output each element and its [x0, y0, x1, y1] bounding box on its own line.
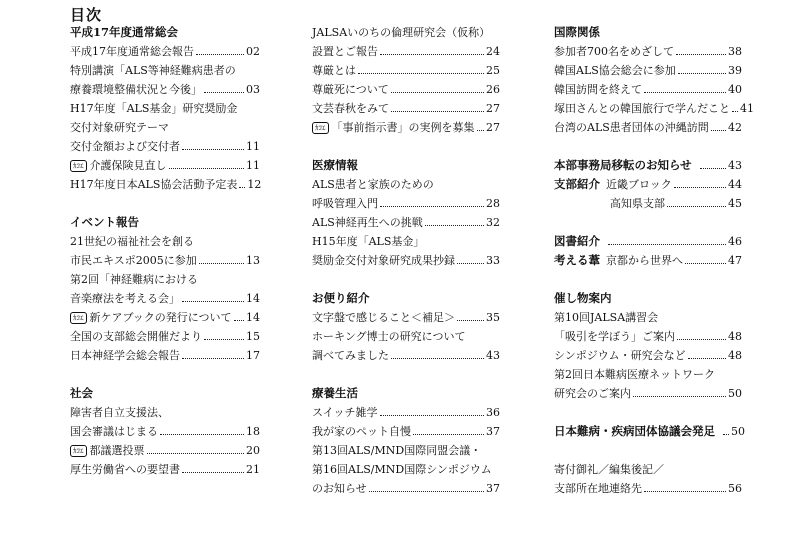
voice-badge: ｶｺｴ — [70, 445, 87, 457]
entry-text: 第16回ALS/MND国際シンポジウム — [312, 463, 492, 476]
dot-leader — [380, 415, 484, 416]
dot-leader — [380, 206, 484, 207]
entry-text: スイッチ雑学 — [312, 406, 378, 419]
section-title: イベント報告 — [70, 215, 139, 229]
entry-title — [70, 270, 198, 289]
page-number: 11 — [246, 159, 260, 172]
page-number: 43 — [486, 349, 500, 362]
entry-text: 寄付御礼／編集後記／ — [554, 463, 664, 476]
entry-text: H15年度「ALS基金」 — [312, 235, 425, 248]
page-number: 44 — [728, 178, 742, 191]
dot-leader — [644, 92, 726, 93]
entry-title — [312, 403, 378, 422]
entry-text: 全国の支部総会開催だより — [70, 330, 202, 343]
dot-leader — [477, 130, 485, 131]
toc-entry[interactable] — [554, 460, 742, 479]
entry-title — [70, 422, 158, 441]
dot-leader — [685, 263, 726, 264]
toc-entry[interactable] — [70, 61, 260, 80]
dot-leader — [608, 244, 726, 245]
entry-text: 第13回ALS/MND国際同盟会議・ — [312, 444, 482, 457]
page-number: 48 — [728, 349, 742, 362]
toc-entry[interactable] — [70, 289, 260, 308]
page-number: 43 — [728, 159, 742, 172]
entry-text: 療養環境整備状況と今後」 — [70, 83, 202, 96]
toc-section — [312, 156, 500, 270]
toc-entry[interactable] — [554, 118, 742, 137]
toc-entry[interactable] — [312, 422, 500, 441]
toc-column-2 — [312, 23, 500, 517]
toc-section — [70, 23, 260, 194]
entry-text: ALS患者と家族のための — [312, 178, 434, 191]
dot-leader — [204, 339, 244, 340]
page-number: 18 — [246, 425, 260, 438]
entry-title — [70, 327, 202, 346]
toc-entry[interactable] — [312, 175, 500, 194]
toc-entry[interactable] — [554, 61, 742, 80]
entry-title — [554, 42, 674, 61]
toc-entry[interactable] — [554, 194, 742, 213]
page-number: 37 — [486, 425, 500, 438]
entry-title — [70, 42, 194, 61]
dot-leader — [182, 472, 244, 473]
dot-leader — [633, 396, 726, 397]
entry-lead-label: 日本難病・疾病団体協議会発足 — [554, 424, 715, 438]
toc-entry[interactable] — [554, 308, 742, 327]
toc-entry[interactable] — [312, 251, 500, 270]
entry-title — [70, 441, 145, 460]
entry-title — [70, 61, 236, 80]
dot-leader — [160, 434, 244, 435]
dot-leader — [196, 54, 244, 55]
toc-entry[interactable] — [554, 42, 742, 61]
toc-section — [554, 289, 742, 403]
entry-text: 文芸春秋をみて — [312, 102, 389, 115]
entry-title — [312, 118, 475, 137]
entry-text: 平成17年度通常総会報告 — [70, 45, 194, 58]
dot-leader — [457, 263, 484, 264]
entry-title — [554, 365, 715, 384]
entry-text: 第2回日本難病医療ネットワーク — [554, 368, 715, 381]
toc-entry[interactable] — [554, 156, 742, 175]
toc-entry[interactable] — [70, 270, 260, 289]
entry-text: のお知らせ — [312, 482, 367, 495]
dot-leader — [678, 73, 726, 74]
page-number: 15 — [246, 330, 260, 343]
dot-leader — [644, 491, 726, 492]
entry-title — [70, 232, 194, 251]
section-title: 国際関係 — [554, 25, 600, 39]
page-number: 32 — [486, 216, 500, 229]
page-number: 25 — [486, 64, 500, 77]
toc-entry[interactable] — [312, 118, 500, 137]
entry-lead-label: 本部事務局移転のお知らせ — [554, 158, 692, 172]
entry-title — [70, 99, 237, 118]
dot-leader — [677, 339, 726, 340]
entry-text: 京都から世界へ — [606, 254, 683, 267]
toc-entry[interactable] — [70, 346, 260, 365]
page-number: 28 — [486, 197, 500, 210]
entry-title — [70, 80, 202, 99]
entry-title — [610, 194, 665, 213]
toc-entry[interactable] — [554, 327, 742, 346]
entry-text: 国会審議はじまる — [70, 425, 158, 438]
page-title: 目次 — [70, 6, 103, 24]
entry-text: 新ケアブックの発行について — [89, 311, 232, 324]
toc-entry[interactable] — [554, 99, 754, 118]
entry-text: 第2回「神経難病における — [70, 273, 198, 286]
entry-text: 奨励金交付対象研究成果抄録 — [312, 254, 455, 267]
entry-text: 高知県支部 — [610, 197, 665, 210]
toc-column-3 — [554, 23, 754, 517]
entry-lead-label: 支部紹介 — [554, 177, 600, 191]
toc-entry[interactable] — [312, 99, 500, 118]
page-number: 33 — [486, 254, 500, 267]
entry-title — [554, 308, 658, 327]
dot-leader — [169, 168, 245, 169]
page-number: 48 — [728, 330, 742, 343]
entry-text: 台湾のALS患者団体の沖縄訪問 — [554, 121, 709, 134]
entry-text: 交付対象研究テーマ — [70, 121, 169, 134]
page-number: 40 — [728, 83, 742, 96]
dot-leader — [199, 263, 244, 264]
toc-entry[interactable] — [554, 232, 742, 251]
section-title: 社会 — [70, 386, 93, 400]
toc-section — [312, 384, 500, 498]
toc-entry[interactable] — [70, 99, 260, 118]
entry-text: 交付金額および交付者 — [70, 140, 180, 153]
entry-text: H17年度日本ALS協会活動予定表 — [70, 178, 238, 191]
page-number: 36 — [486, 406, 500, 419]
entry-text: 近畿ブロック — [606, 178, 672, 191]
toc-section — [70, 384, 260, 479]
toc-entry[interactable] — [312, 441, 500, 460]
toc-entry[interactable] — [70, 460, 260, 479]
toc-entry[interactable] — [312, 403, 500, 422]
toc-entry[interactable] — [312, 327, 500, 346]
section-title: 療養生活 — [312, 386, 358, 400]
entry-lead-label: 考える葦 — [554, 253, 600, 267]
toc-entry[interactable] — [554, 175, 742, 194]
toc-entry[interactable] — [312, 194, 500, 213]
entry-title — [312, 175, 434, 194]
dot-leader — [391, 92, 484, 93]
toc-entry[interactable] — [70, 42, 260, 61]
entry-title — [312, 232, 424, 251]
entry-text: 音楽療法を考える会」 — [70, 292, 180, 305]
dot-leader — [688, 358, 726, 359]
dot-leader — [723, 434, 729, 435]
entry-title — [312, 194, 378, 213]
entry-text: 研究会のご案内 — [554, 387, 631, 400]
entry-title — [70, 403, 169, 422]
toc-entry[interactable] — [312, 23, 500, 42]
entry-title — [70, 175, 237, 194]
entry-title — [70, 308, 232, 327]
toc-entry[interactable] — [312, 308, 500, 327]
entry-title — [554, 61, 676, 80]
page-number: 14 — [246, 292, 260, 305]
toc-entry[interactable] — [70, 422, 260, 441]
entry-text: ホーキング博士の研究について — [312, 330, 466, 343]
toc-entry[interactable] — [70, 251, 260, 270]
entry-text: 呼吸管理入門 — [312, 197, 378, 210]
dot-leader — [358, 73, 484, 74]
toc-entry[interactable] — [554, 251, 742, 270]
entry-title — [312, 42, 378, 61]
page-number: 56 — [728, 482, 742, 495]
page-number: 27 — [486, 102, 500, 115]
page-number: 12 — [247, 178, 262, 191]
entry-title — [554, 99, 730, 118]
dot-leader — [204, 92, 244, 93]
toc-entry[interactable] — [70, 80, 260, 99]
toc-entry[interactable] — [312, 42, 500, 61]
entry-title — [606, 251, 683, 270]
entry-text: 21世紀の福祉社会を創る — [70, 235, 194, 248]
entry-text: 介護保険見直し — [89, 159, 167, 172]
entry-text: 厚生労働省への要望書 — [70, 463, 180, 476]
voice-badge: ｶｺｴ — [70, 160, 87, 172]
entry-title — [312, 213, 423, 232]
entry-title — [70, 118, 169, 137]
section-title: お便り紹介 — [312, 291, 370, 305]
entry-title — [312, 327, 465, 346]
voice-badge: ｶｺｴ — [312, 122, 329, 134]
entry-title — [312, 308, 455, 327]
entry-text: 日本神経学会総会報告 — [70, 349, 180, 362]
toc-entry[interactable] — [554, 422, 745, 441]
entry-title — [312, 422, 411, 441]
entry-text: 韓国訪問を終えて — [554, 83, 642, 96]
toc-section — [554, 460, 742, 498]
dot-leader — [732, 111, 738, 112]
entry-text: 支部所在地連絡先 — [554, 482, 642, 495]
page-number: 11 — [246, 140, 260, 153]
toc-entry[interactable] — [312, 479, 500, 498]
dot-leader — [711, 130, 726, 131]
entry-title — [312, 441, 481, 460]
page-number: 50 — [728, 387, 742, 400]
toc-section — [312, 23, 500, 137]
page-number: 24 — [486, 45, 500, 58]
dot-leader — [234, 320, 244, 321]
toc-entry[interactable] — [70, 156, 260, 175]
toc-entry[interactable] — [312, 80, 500, 99]
entry-title — [554, 460, 664, 479]
entry-lead-label: 図書紹介 — [554, 234, 600, 248]
entry-title — [606, 175, 672, 194]
entry-text: 設置とご報告 — [312, 45, 378, 58]
dot-leader — [413, 434, 484, 435]
page-number: 50 — [731, 425, 745, 438]
toc-entry[interactable] — [554, 384, 742, 403]
dot-leader — [182, 149, 244, 150]
entry-title — [554, 346, 686, 365]
page-number: 02 — [246, 45, 260, 58]
entry-title — [312, 479, 367, 498]
page-number: 14 — [246, 311, 260, 324]
entry-title — [70, 137, 180, 156]
entry-text: 「吸引を学ぼう」ご案内 — [554, 330, 675, 343]
page-number: 47 — [728, 254, 742, 267]
entry-text: H17年度「ALS基金」研究奨励金 — [70, 102, 238, 115]
entry-text: JALSAいのちの倫理研究会（仮称） — [312, 26, 491, 39]
page-number: 46 — [728, 235, 742, 248]
toc-entry[interactable] — [312, 213, 500, 232]
entry-title — [312, 346, 389, 365]
entry-title — [554, 118, 709, 137]
entry-text: 尊厳死について — [312, 83, 389, 96]
entry-text: ALS神経再生への挑戦 — [312, 216, 423, 229]
entry-text: 調べてみました — [312, 349, 389, 362]
dot-leader — [700, 168, 726, 169]
toc-entry[interactable] — [70, 403, 260, 422]
dot-leader — [391, 358, 484, 359]
page-number: 42 — [728, 121, 742, 134]
entry-text: 文字盤で感じること＜補足＞ — [312, 311, 455, 324]
toc-entry[interactable] — [70, 175, 260, 194]
toc-column-1 — [70, 23, 260, 498]
toc-section — [554, 23, 754, 137]
dot-leader — [457, 320, 484, 321]
dot-leader — [239, 187, 245, 188]
toc-entry[interactable] — [312, 346, 500, 365]
toc-entry[interactable] — [554, 479, 742, 498]
dot-leader — [369, 491, 484, 492]
entry-title — [70, 346, 180, 365]
entry-text: 参加者700名をめざして — [554, 45, 674, 58]
entry-title — [70, 289, 180, 308]
toc-entry[interactable] — [312, 232, 500, 251]
entry-title — [554, 479, 642, 498]
voice-badge: ｶｺｴ — [70, 312, 87, 324]
entry-title — [312, 251, 455, 270]
dot-leader — [182, 301, 244, 302]
dot-leader — [425, 225, 484, 226]
section-title: 医療情報 — [312, 158, 358, 172]
toc-entry[interactable] — [554, 80, 742, 99]
page-number: 20 — [246, 444, 260, 457]
toc-entry[interactable] — [70, 118, 260, 137]
page-number: 35 — [486, 311, 500, 324]
page-number: 37 — [486, 482, 500, 495]
page-number: 41 — [740, 102, 754, 115]
page-number: 21 — [246, 463, 260, 476]
dot-leader — [667, 206, 726, 207]
toc-section — [312, 289, 500, 365]
page-number: 39 — [728, 64, 742, 77]
toc-section — [554, 232, 742, 270]
entry-title — [312, 61, 356, 80]
page-number: 27 — [486, 121, 500, 134]
toc-section — [70, 213, 260, 365]
toc-section — [554, 156, 742, 213]
dot-leader — [391, 111, 484, 112]
dot-leader — [182, 358, 244, 359]
page-number: 13 — [246, 254, 260, 267]
entry-text: 特別講演「ALS等神経難病患者の — [70, 64, 236, 77]
entry-title — [312, 23, 490, 42]
entry-text: 第10回JALSA講習会 — [554, 311, 659, 324]
entry-text: 都議選投票 — [89, 444, 145, 457]
entry-title — [70, 460, 180, 479]
entry-title — [554, 384, 631, 403]
toc-entry[interactable] — [70, 308, 260, 327]
page-number: 26 — [486, 83, 500, 96]
entry-title — [70, 156, 167, 175]
entry-text: 市民エキスポ2005に参加 — [70, 254, 197, 267]
toc-entry[interactable] — [70, 137, 260, 156]
entry-title — [312, 80, 389, 99]
dot-leader — [147, 453, 245, 454]
toc-entry[interactable] — [312, 61, 500, 80]
entry-text: 尊厳とは — [312, 64, 356, 77]
section-title: 平成17年度通常総会 — [70, 25, 179, 39]
entry-title — [554, 80, 642, 99]
toc-entry[interactable] — [70, 327, 260, 346]
entry-title — [312, 99, 389, 118]
dot-leader — [676, 54, 726, 55]
entry-text: 韓国ALS協会総会に参加 — [554, 64, 676, 77]
page-number: 38 — [728, 45, 742, 58]
page-number: 17 — [246, 349, 260, 362]
entry-title — [70, 251, 197, 270]
toc-entry[interactable] — [312, 460, 500, 479]
dot-leader — [380, 54, 484, 55]
entry-text: シンポジウム・研究会など — [554, 349, 686, 362]
toc-entry[interactable] — [554, 346, 742, 365]
section-title: 催し物案内 — [554, 291, 612, 305]
toc-section — [554, 422, 745, 441]
entry-text: 障害者自立支援法、 — [70, 406, 169, 419]
page-number: 45 — [728, 197, 742, 210]
dot-leader — [674, 187, 726, 188]
toc-entry[interactable] — [70, 441, 260, 460]
toc-entry[interactable] — [554, 365, 742, 384]
toc-entry[interactable] — [70, 232, 260, 251]
entry-title — [312, 460, 492, 479]
page-number: 03 — [246, 83, 260, 96]
entry-text: 我が家のペット自慢 — [312, 425, 411, 438]
entry-title — [554, 327, 675, 346]
entry-text: 塚田さんとの韓国旅行で学んだこと — [554, 102, 730, 115]
entry-text: 「事前指示書」の実例を募集 — [331, 121, 475, 134]
